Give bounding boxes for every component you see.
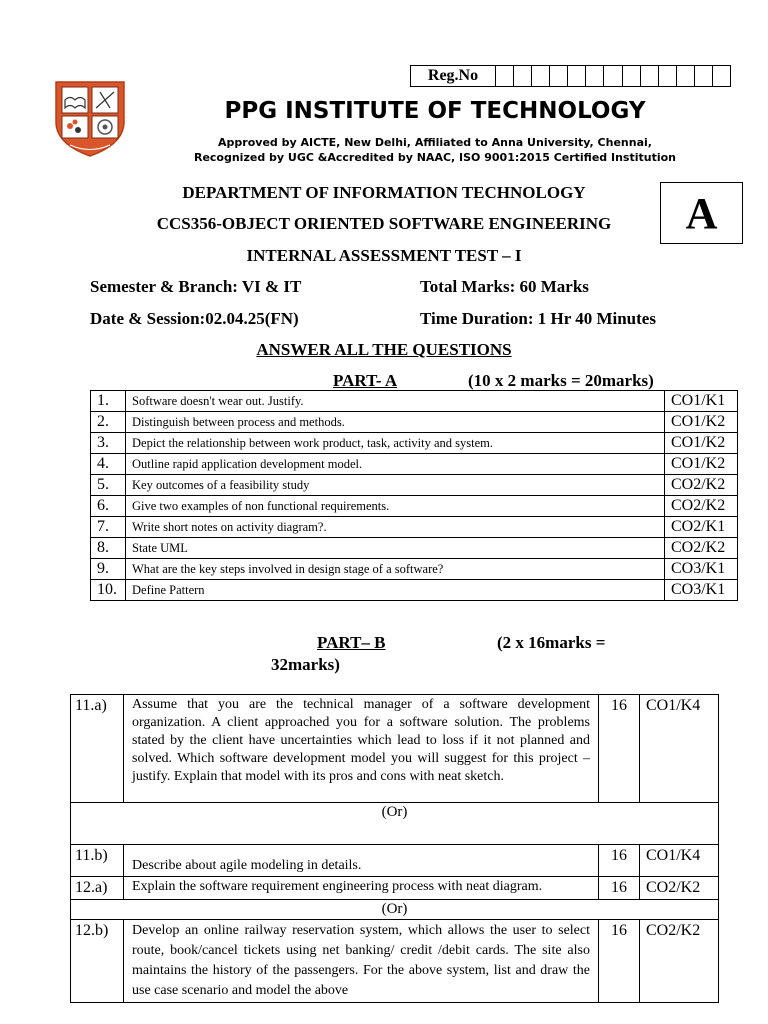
course-outcome: CO2/K2 [640,877,719,900]
question-number: 6. [91,496,126,517]
question-number: 2. [91,412,126,433]
course-outcome: CO2/K2 [665,538,738,559]
question-number: 11.a) [71,695,124,803]
table-row [71,695,719,803]
table-row [91,475,738,496]
reg-no-cell [586,66,604,86]
table-row [91,580,738,601]
semester-branch: Semester & Branch: VI & IT [90,277,302,296]
or-separator: (Or) [71,900,719,920]
question-number: 5. [91,475,126,496]
course-outcome: CO2/K2 [665,475,738,496]
question-number: 12.a) [71,877,124,900]
reg-no-cell [659,66,677,86]
approval-line-1: Approved by AICTE, New Delhi, Affiliated to Anna University, Chennai, [218,136,652,149]
reg-no-box [410,65,731,87]
course-outcome: CO3/K1 [665,559,738,580]
time-duration: Time Duration: 1 Hr 40 Minutes [420,309,656,328]
course-outcome: CO2/K1 [665,517,738,538]
part-a-marks: (10 x 2 marks = 20marks) [468,371,654,390]
date-session: Date & Session:02.04.25(FN) [90,309,299,328]
question-text: Write short notes on activity diagram?. [126,517,665,538]
question-number: 9. [91,559,126,580]
part-a-table [90,390,738,601]
question-number: 4. [91,454,126,475]
question-number: 8. [91,538,126,559]
course-outcome: CO1/K2 [665,412,738,433]
table-row [91,412,738,433]
question-text: Distinguish between process and methods. [126,412,665,433]
question-number: 11.b) [71,845,124,877]
question-marks: 16 [599,695,640,803]
part-b-title: PART– B [317,633,386,652]
reg-no-cell [496,66,514,86]
table-row [91,496,738,517]
question-number: 10. [91,580,126,601]
course-outcome: CO1/K2 [665,433,738,454]
table-row [71,877,719,900]
reg-no-cell [713,66,730,86]
question-text: Explain the software requirement engineering process with neat diagram. [124,877,599,900]
reg-no-cell [623,66,641,86]
reg-no-label: Reg.No [411,66,496,86]
table-row [91,433,738,454]
part-b-marks-cont: 32marks) [271,655,340,674]
course-outcome: CO1/K4 [640,845,719,877]
table-row [71,845,719,877]
reg-no-cell [695,66,713,86]
course-outcome: CO1/K1 [665,391,738,412]
table-row [71,920,719,1003]
table-row [91,391,738,412]
table-row [71,803,719,845]
or-separator: (Or) [71,803,719,845]
course-outcome: CO1/K4 [640,695,719,803]
approval-line-2: Recognized by UGC &Accredited by NAAC, ISO 9001:2015 Certified Institution [193,151,677,164]
institute-name: PPG INSTITUTE OF TECHNOLOGY [224,98,646,124]
table-row [91,454,738,475]
question-text: Define Pattern [126,580,665,601]
question-text: What are the key steps involved in design stage of a software? [126,559,665,580]
question-text: Outline rapid application development model. [126,454,665,475]
question-text: Give two examples of non functional requirements. [126,496,665,517]
course-title: CCS356-OBJECT ORIENTED SOFTWARE ENGINEERING [156,214,612,233]
test-title: INTERNAL ASSESSMENT TEST – I [246,246,522,265]
question-set-box: A [660,182,743,244]
reg-no-cell [604,66,622,86]
question-text: Software doesn't wear out. Justify. [126,391,665,412]
question-number: 7. [91,517,126,538]
course-outcome: CO2/K2 [640,920,719,1003]
part-b-table [70,694,719,1003]
table-row [71,900,719,920]
question-marks: 16 [599,877,640,900]
reg-no-cell [677,66,695,86]
question-text: Depict the relationship between work product, task, activity and system. [126,433,665,454]
reg-no-cell [514,66,532,86]
part-a-title: PART- A [333,371,398,390]
question-marks: 16 [599,920,640,1003]
reg-no-cell [532,66,550,86]
question-marks: 16 [599,845,640,877]
question-text: Assume that you are the technical manager of a software development organization. A client approached you for a software solution. The problems stated by the client have uncertainties which lead to loss if it not planned and solved. Which software development model you will suggest for this project – justify. Explain that model with its pros and cons with neat sketch. [124,695,599,803]
question-text: Develop an online railway reservation system, which allows the user to select route, book/cancel tickets using net banking/ credit /debit cards. The site also maintains the history of the passengers. For the above system, list and draw the use case scenario and model the above [124,920,599,1003]
question-text: Key outcomes of a feasibility study [126,475,665,496]
reg-no-cell [568,66,586,86]
total-marks: Total Marks: 60 Marks [420,277,589,296]
department-title: DEPARTMENT OF INFORMATION TECHNOLOGY [182,183,586,202]
course-outcome: CO2/K2 [665,496,738,517]
table-row [91,517,738,538]
table-row [91,559,738,580]
part-b-marks: (2 x 16marks = [497,633,606,652]
question-text: Describe about agile modeling in details. [124,845,599,877]
instruction: ANSWER ALL THE QUESTIONS [256,340,512,359]
table-row [91,538,738,559]
question-number: 1. [91,391,126,412]
reg-no-cell [641,66,659,86]
course-outcome: CO3/K1 [665,580,738,601]
question-number: 3. [91,433,126,454]
question-number: 12.b) [71,920,124,1003]
reg-no-cell [550,66,568,86]
question-text: State UML [126,538,665,559]
course-outcome: CO1/K2 [665,454,738,475]
